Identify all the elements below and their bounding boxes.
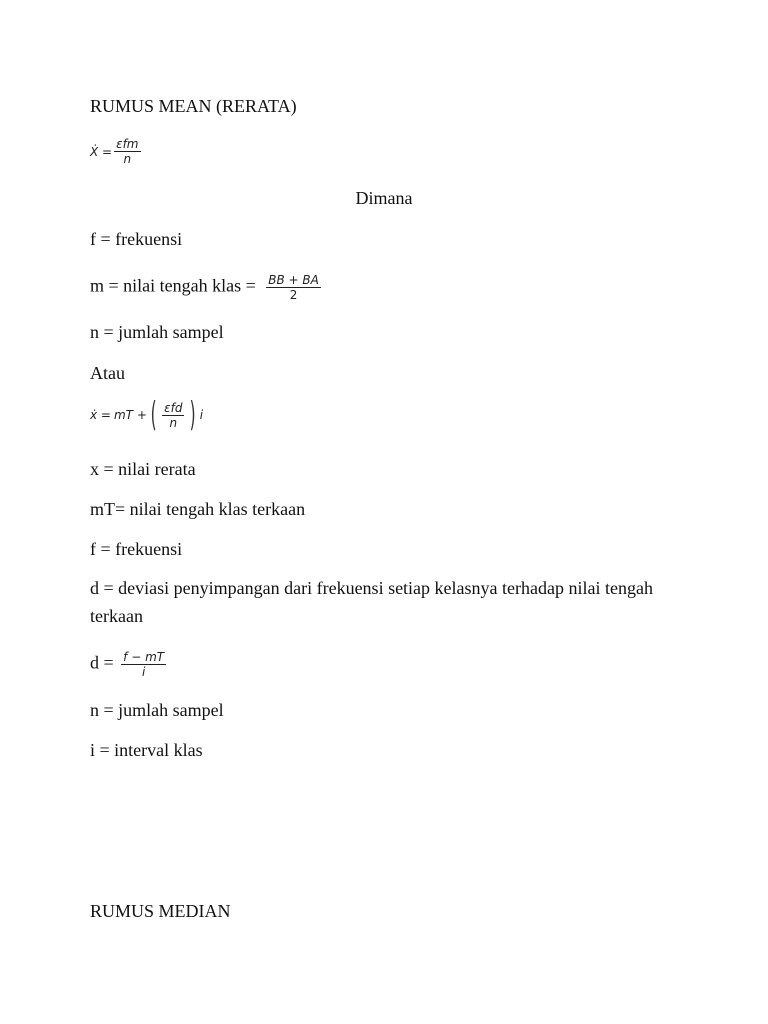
deviasi-formula bbox=[90, 650, 168, 679]
def-frekuensi: f = frekuensi bbox=[90, 229, 183, 249]
mean-alt-formula bbox=[90, 395, 204, 435]
mean-formula-fraction bbox=[114, 137, 140, 166]
deviasi-formula-lhs: d = bbox=[90, 652, 114, 673]
def-frekuensi-2: f = frekuensi bbox=[90, 539, 183, 559]
def-nilai-tengah bbox=[90, 273, 323, 302]
nilai-tengah-denominator: 2 bbox=[289, 288, 298, 302]
def-interval-klas: i = interval klas bbox=[90, 740, 203, 760]
def-jumlah-sampel: n = jumlah sampel bbox=[90, 322, 224, 342]
right-paren: ) bbox=[190, 395, 197, 435]
mean-section-title: RUMUS MEAN (RERATA) bbox=[90, 96, 297, 116]
def-deviasi: d = deviasi penyimpangan dari frekuensi setiap kelasnya terhadap nilai tengah terkaan bbox=[90, 578, 653, 626]
nilai-tengah-fraction bbox=[266, 273, 321, 302]
def-nilai-tengah-terkaan: mT= nilai tengah klas terkaan bbox=[90, 499, 306, 519]
alt-formula-mid: mT + bbox=[113, 408, 147, 422]
deviasi-fraction bbox=[121, 650, 166, 679]
nilai-tengah-numerator: BB + BA bbox=[268, 273, 319, 287]
alt-formula-lhs: ẋ = bbox=[90, 408, 111, 422]
alt-formula-tail: i bbox=[199, 408, 204, 422]
median-section-title: RUMUS MEDIAN bbox=[90, 901, 231, 921]
left-paren: ( bbox=[150, 395, 157, 435]
def-jumlah-sampel-2: n = jumlah sampel bbox=[90, 700, 224, 720]
alt-formula-denominator: n bbox=[169, 415, 178, 430]
mean-formula-numerator: εfm bbox=[116, 137, 139, 151]
deviasi-denominator: i bbox=[141, 665, 146, 679]
mean-formula-denominator: n bbox=[123, 152, 132, 166]
mean-formula-lhs: Ẋ = bbox=[90, 144, 113, 159]
dimana-label: Dimana bbox=[355, 188, 413, 208]
def-nilai-rerata: x = nilai rerata bbox=[90, 459, 196, 479]
mean-formula bbox=[90, 137, 143, 166]
deviasi-numerator: f − mT bbox=[123, 650, 165, 664]
deviasi-formula-expr bbox=[119, 650, 168, 679]
alt-formula-numerator: εfd bbox=[164, 400, 183, 415]
nilai-tengah-formula bbox=[264, 273, 323, 302]
atau-label: Atau bbox=[90, 363, 125, 383]
def-nilai-tengah-text: m = nilai tengah klas = bbox=[90, 275, 256, 296]
alt-formula-fraction bbox=[162, 401, 184, 430]
